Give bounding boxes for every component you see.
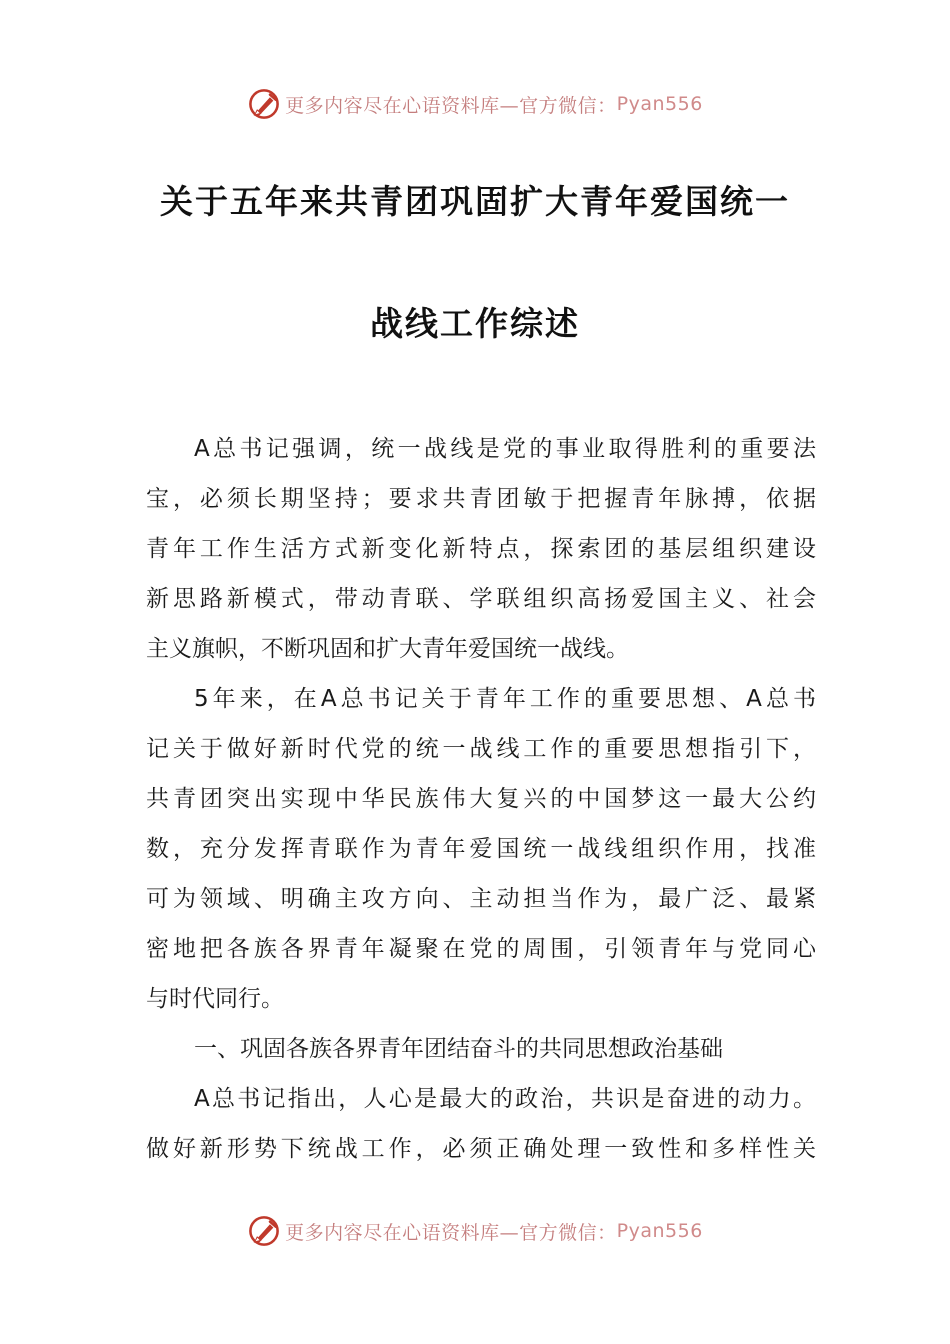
paragraph-2-line-2: 记关于做好新时代党的统一战线工作的重要思想指引下，	[146, 736, 816, 762]
paragraph-2-line-4: 数，充分发挥青联作为青年爱国统一战线组织作用，找准	[146, 836, 816, 862]
paragraph-3-line-2: 做好新形势下统战工作，必须正确处理一致性和多样性关	[146, 1136, 816, 1162]
pen-logo-icon	[247, 1214, 281, 1248]
watermark-account: Pyan556	[616, 1220, 703, 1242]
paragraph-1-line-1: A总书记强调，统一战线是党的事业取得胜利的重要法	[194, 436, 816, 462]
watermark-header	[0, 84, 950, 124]
document-title-line-1: 关于五年来共青团巩固扩大青年爱国统一	[160, 182, 790, 221]
paragraph-2-line-7: 与时代同行。	[146, 986, 284, 1012]
watermark-footer	[0, 1211, 950, 1251]
watermark-text: 更多内容尽在心语资料库—官方微信：	[285, 94, 617, 117]
document-body	[146, 424, 816, 1174]
paragraph-2-line-3: 共青团突出实现中华民族伟大复兴的中国梦这一最大公约	[146, 786, 816, 812]
paragraph-1-line-3: 青年工作生活方式新变化新特点，探索团的基层组织建设	[146, 536, 816, 562]
watermark-account: Pyan556	[616, 93, 703, 115]
paragraph-2-line-6: 密地把各族各界青年凝聚在党的周围，引领青年与党同心	[146, 936, 816, 962]
pen-logo-icon	[247, 87, 281, 121]
paragraph-1-line-5: 主义旗帜，不断巩固和扩大青年爱国统一战线。	[146, 636, 629, 662]
paragraph-1-line-2: 宝，必须长期坚持；要求共青团敏于把握青年脉搏，依据	[146, 486, 816, 512]
watermark-text: 更多内容尽在心语资料库—官方微信：	[285, 1221, 617, 1244]
document-title-line-2: 战线工作综述	[370, 304, 580, 343]
paragraph-2-line-5: 可为领域、明确主攻方向、主动担当作为，最广泛、最紧	[146, 886, 816, 912]
paragraph-2-line-1: 5年来，在A总书记关于青年工作的重要思想、A总书	[194, 686, 816, 712]
paragraph-1-line-4: 新思路新模式，带动青联、学联组织高扬爱国主义、社会	[146, 586, 816, 612]
paragraph-3-line-1: A总书记指出，人心是最大的政治，共识是奋进的动力。	[194, 1086, 816, 1112]
section-heading-1: 一、巩固各族各界青年团结奋斗的共同思想政治基础	[194, 1036, 723, 1062]
